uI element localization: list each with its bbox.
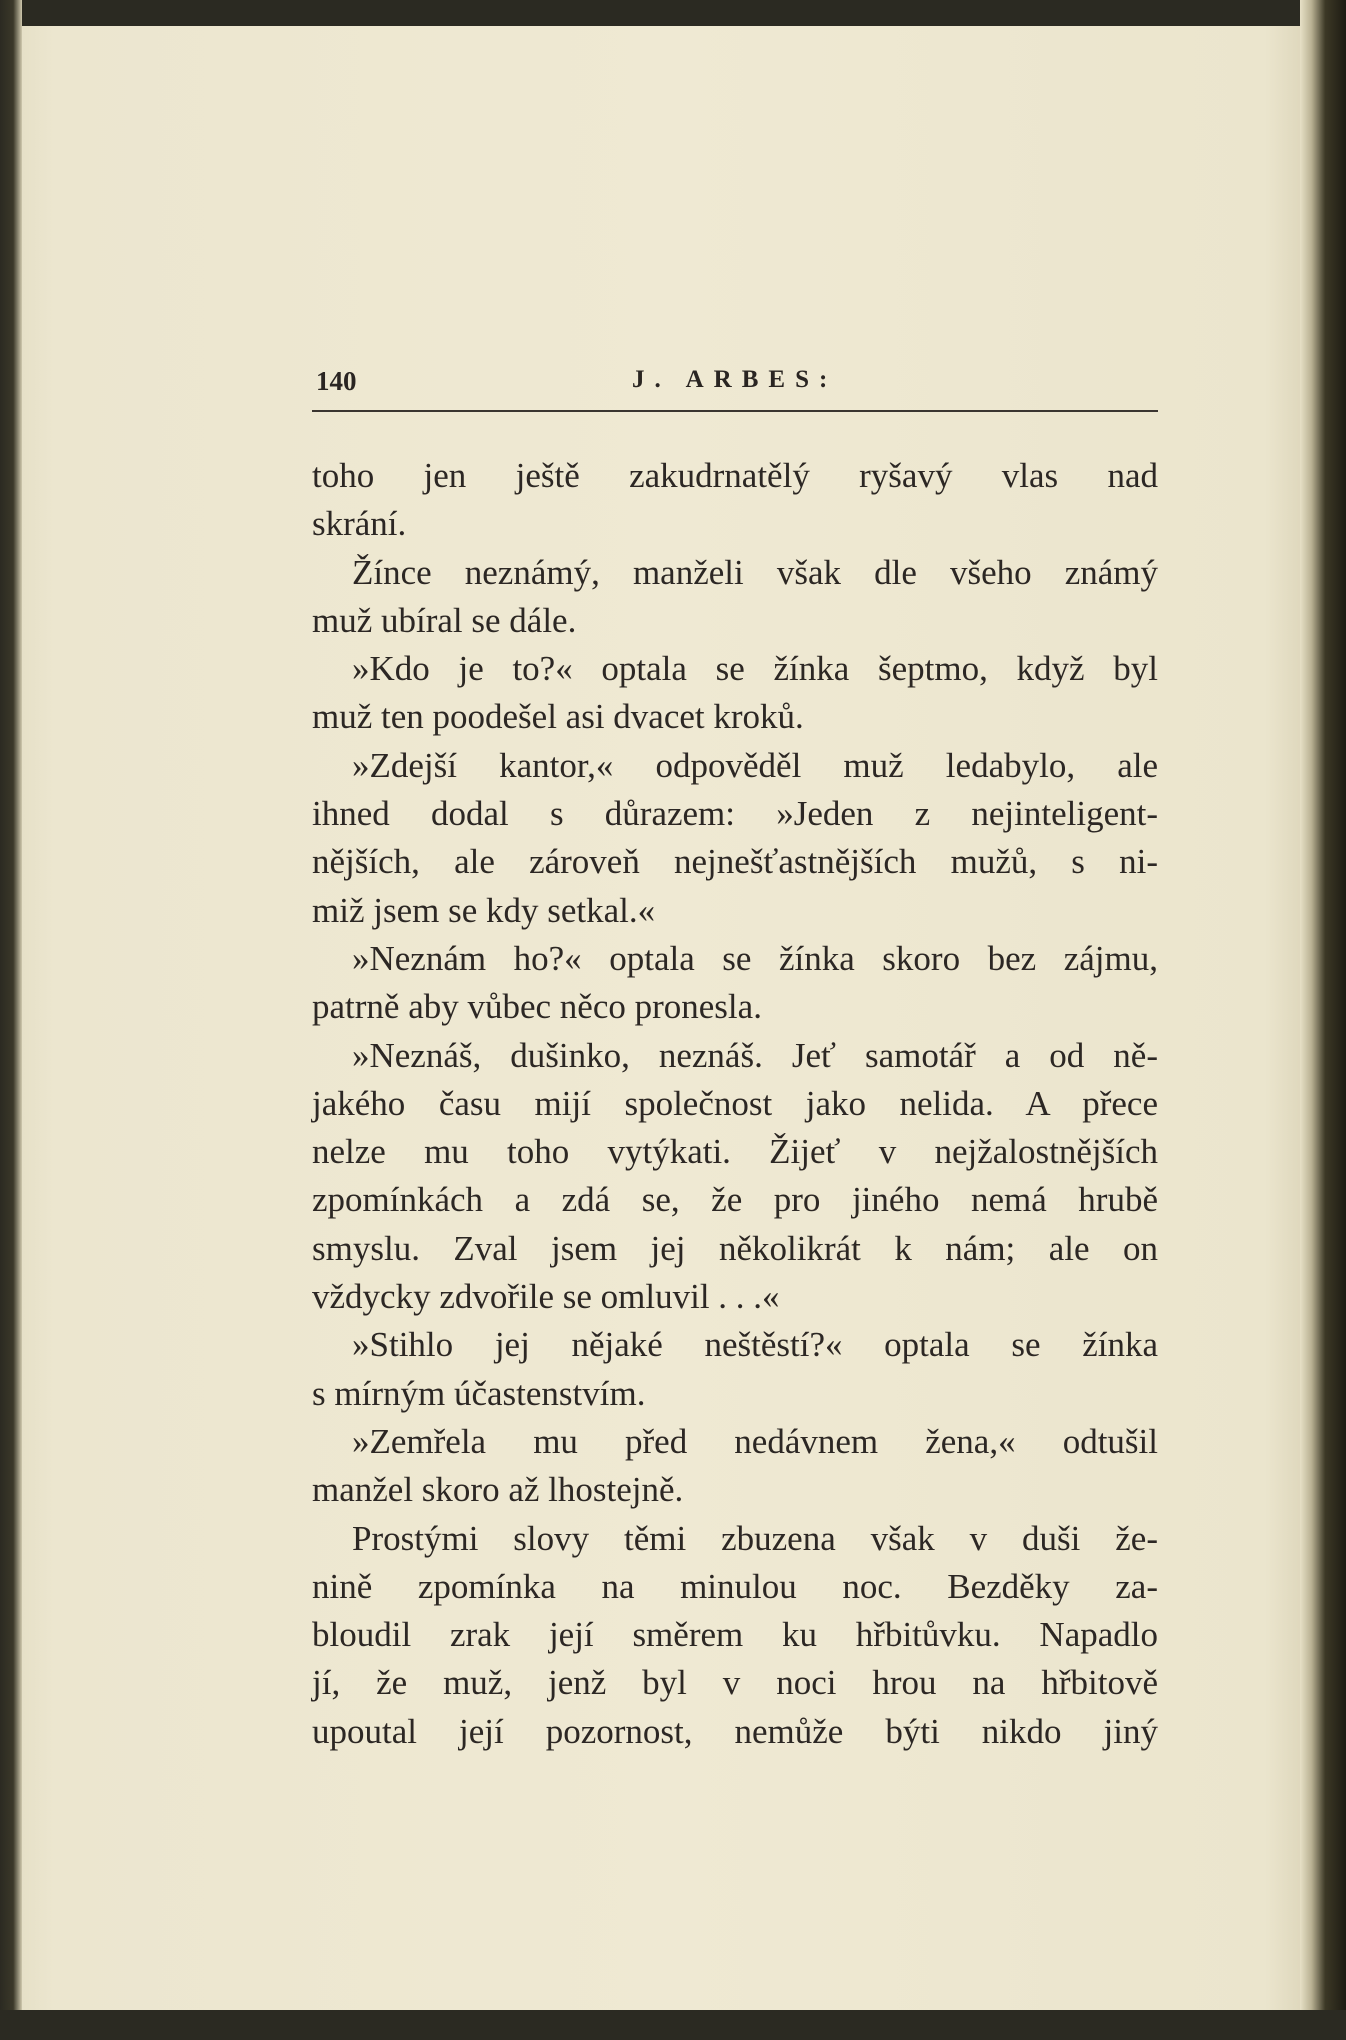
text-line: toho jen ještě zakudrnatělý ryšavý vlas nad <box>312 456 1158 495</box>
text-line: »Neznáš, dušinko, neznáš. Jeť samotář a od ně- <box>352 1035 1158 1075</box>
text-line: manžel skoro až lhostejně. <box>312 1470 684 1510</box>
text-line: s mírným účastenstvím. <box>312 1373 646 1413</box>
scan-left-border <box>0 0 22 2040</box>
body-text <box>312 452 1158 1756</box>
text-line: muž ubíral se dále. <box>312 600 577 640</box>
text-line: vždycky zdvořile se omluvil . . .« <box>312 1277 780 1317</box>
text-line: nině zpomínka na minulou noc. Bezděky za- <box>312 1566 1158 1606</box>
text-line: Žínce neznámý, manželi však dle všeho známý <box>352 552 1158 592</box>
scan-bottom-border <box>0 2010 1346 2040</box>
text-line: »Zemřela mu před nedávnem žena,« odtušil <box>352 1421 1158 1461</box>
text-line: Prostými slovy těmi zbuzena však v duši že- <box>352 1518 1158 1558</box>
scan-top-border <box>0 0 1346 26</box>
text-line: miž jsem se kdy setkal.« <box>312 890 656 930</box>
text-line: upoutal její pozornost, nemůže býti nikdo jiný <box>312 1711 1158 1751</box>
text-line: ihned dodal s důrazem: »Jeden z nejinteligent- <box>312 794 1158 834</box>
text-line: jí, že muž, jenž byl v noci hrou na hřbitově <box>312 1663 1158 1703</box>
page-header <box>312 366 1158 412</box>
page-number: 140 <box>316 366 357 396</box>
text-line: nějších, ale zároveň nejnešťastnějších mužů, s ni- <box>312 842 1158 882</box>
text-line: »Zdejší kantor,« odpověděl muž ledabylo, ale <box>352 745 1158 785</box>
text-line: »Neznám ho?« optala se žínka skoro bez zájmu, <box>352 938 1158 978</box>
text-line: smyslu. Zval jsem jej několikrát k nám; ale on <box>312 1228 1158 1268</box>
text-line: patrně aby vůbec něco pronesla. <box>312 987 762 1027</box>
text-line: »Kdo je to?« optala se žínka šeptmo, když byl <box>352 649 1158 689</box>
text-line: zpomínkách a zdá se, že pro jiného nemá hrubě <box>312 1180 1158 1220</box>
text-line: »Stihlo jej nějaké neštěstí?« optala se žínka <box>352 1325 1158 1365</box>
text-line: nelze mu toho vytýkati. Žijeť v nejžalostnějších <box>312 1132 1158 1172</box>
text-line: muž ten poodešel asi dvacet kroků. <box>312 697 804 737</box>
book-spine-edge <box>1300 0 1346 2040</box>
running-head: J. ARBES: <box>632 366 838 393</box>
text-line: bloudil zrak její směrem ku hřbitůvku. Napadlo <box>312 1615 1158 1655</box>
text-line: jakého času mijí společnost jako nelida. A přece <box>312 1083 1158 1123</box>
text-line: skrání. <box>312 504 407 544</box>
